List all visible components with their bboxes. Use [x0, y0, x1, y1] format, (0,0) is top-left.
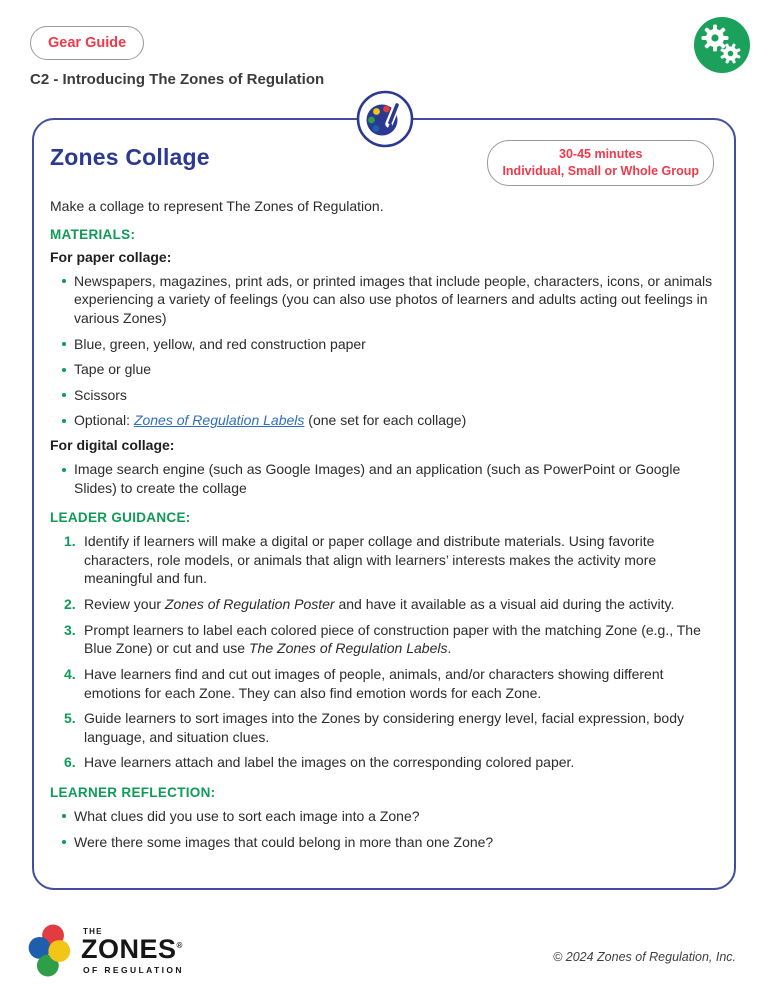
text-segment: Have learners attach and label the images on the corresponding colored paper. [84, 754, 575, 771]
text-segment: Identify if learners will make a digital or paper collage and distribute materials. Using favorite characters, role models, or animals that align with learners’ interests makes the activity more meaningful and fun. [84, 533, 657, 587]
intro-text: Make a collage to represent The Zones of Regulation. [50, 197, 384, 214]
activity-card [32, 118, 736, 890]
list-item [62, 335, 714, 354]
list-item [64, 532, 714, 588]
time-badge-grouping: Individual, Small or Whole Group [502, 163, 699, 178]
list-item [64, 665, 714, 702]
materials-heading: MATERIALS: [50, 226, 136, 242]
registered-mark: ® [176, 941, 183, 950]
card-title-row [50, 144, 714, 186]
card-title: Zones Collage [50, 144, 210, 170]
list-item [64, 709, 714, 746]
list-item [62, 807, 714, 826]
leader-guidance-list [50, 532, 714, 772]
text-segment: (one set for each collage) [304, 412, 467, 429]
digital-collage-heading: For digital collage: [50, 437, 175, 454]
list-item [62, 833, 714, 852]
text-segment: Prompt learners to label each colored piece of construction paper with the matching Zone (e.g., The Blue Zone) or cut and use [84, 621, 701, 657]
footer-logo [28, 924, 184, 978]
learner-reflection-list [50, 807, 714, 851]
text-segment: Review your [84, 596, 165, 613]
text-segment: Optional: [74, 412, 134, 429]
learner-reflection-heading: LEARNER REFLECTION: [50, 784, 216, 800]
text-segment: Guide learners to sort images into the Zones by considering energy level, facial expression, body language, and situation clues. [84, 710, 684, 745]
time-badge [487, 140, 714, 186]
text-segment: Newspapers, magazines, print ads, or printed images that include people, characters, icons, or animals experiencing a variety of feelings (you can also use photos of learners and adults acting out feelings in various Zones) [74, 272, 713, 326]
leader-guidance-heading: LEADER GUIDANCE: [50, 510, 191, 526]
list-item [62, 360, 714, 379]
time-badge-duration: 30-45 minutes [559, 147, 643, 161]
paper-collage-heading: For paper collage: [50, 248, 172, 265]
palette-icon [355, 89, 415, 149]
text-segment: Have learners find and cut out images of people, animals, and/or characters showing different emotions for each Zone. They can also find emotion words for each Zone. [84, 665, 664, 701]
text-segment: Blue, green, yellow, and red construction paper [74, 335, 366, 352]
list-item [62, 272, 714, 328]
header-title: C2 - Introducing The Zones of Regulation [30, 71, 325, 88]
zones-logo-text [81, 927, 184, 975]
materials-digital-list [50, 460, 714, 497]
list-item [64, 595, 714, 614]
logo-of-regulation: OF REGULATION [83, 965, 184, 975]
gear-guide-badge: Gear Guide [30, 26, 144, 60]
zones-of-regulation-labels-link[interactable]: Zones of Regulation Labels [133, 412, 305, 429]
text-segment: The Zones of Regulation Labels [249, 640, 448, 657]
text-segment: Were there some images that could belong in more than one Zone? [74, 833, 494, 850]
materials-paper-list [50, 272, 714, 430]
list-item [64, 753, 714, 772]
text-segment: Scissors [74, 386, 127, 403]
logo-zones: ZONES® [81, 934, 183, 964]
list-item [62, 386, 714, 405]
zones-logo-icon [28, 924, 76, 978]
text-segment: Image search engine (such as Google Images) and an application (such as PowerPoint or Google Slides) to create the collage [74, 461, 681, 496]
text-segment: Tape or glue [74, 361, 152, 378]
text-segment: What clues did you use to sort each image into a Zone? [74, 807, 420, 824]
text-segment: Zones of Regulation Poster [164, 596, 335, 613]
list-item [64, 621, 714, 658]
text-segment: . [447, 640, 452, 657]
list-item [62, 411, 714, 430]
copyright-text: © 2024 Zones of Regulation, Inc. [553, 950, 736, 964]
gears-icon [692, 15, 752, 75]
list-item [62, 460, 714, 497]
text-segment: and have it available as a visual aid during the activity. [334, 596, 675, 613]
logo-the: THE [83, 927, 103, 936]
